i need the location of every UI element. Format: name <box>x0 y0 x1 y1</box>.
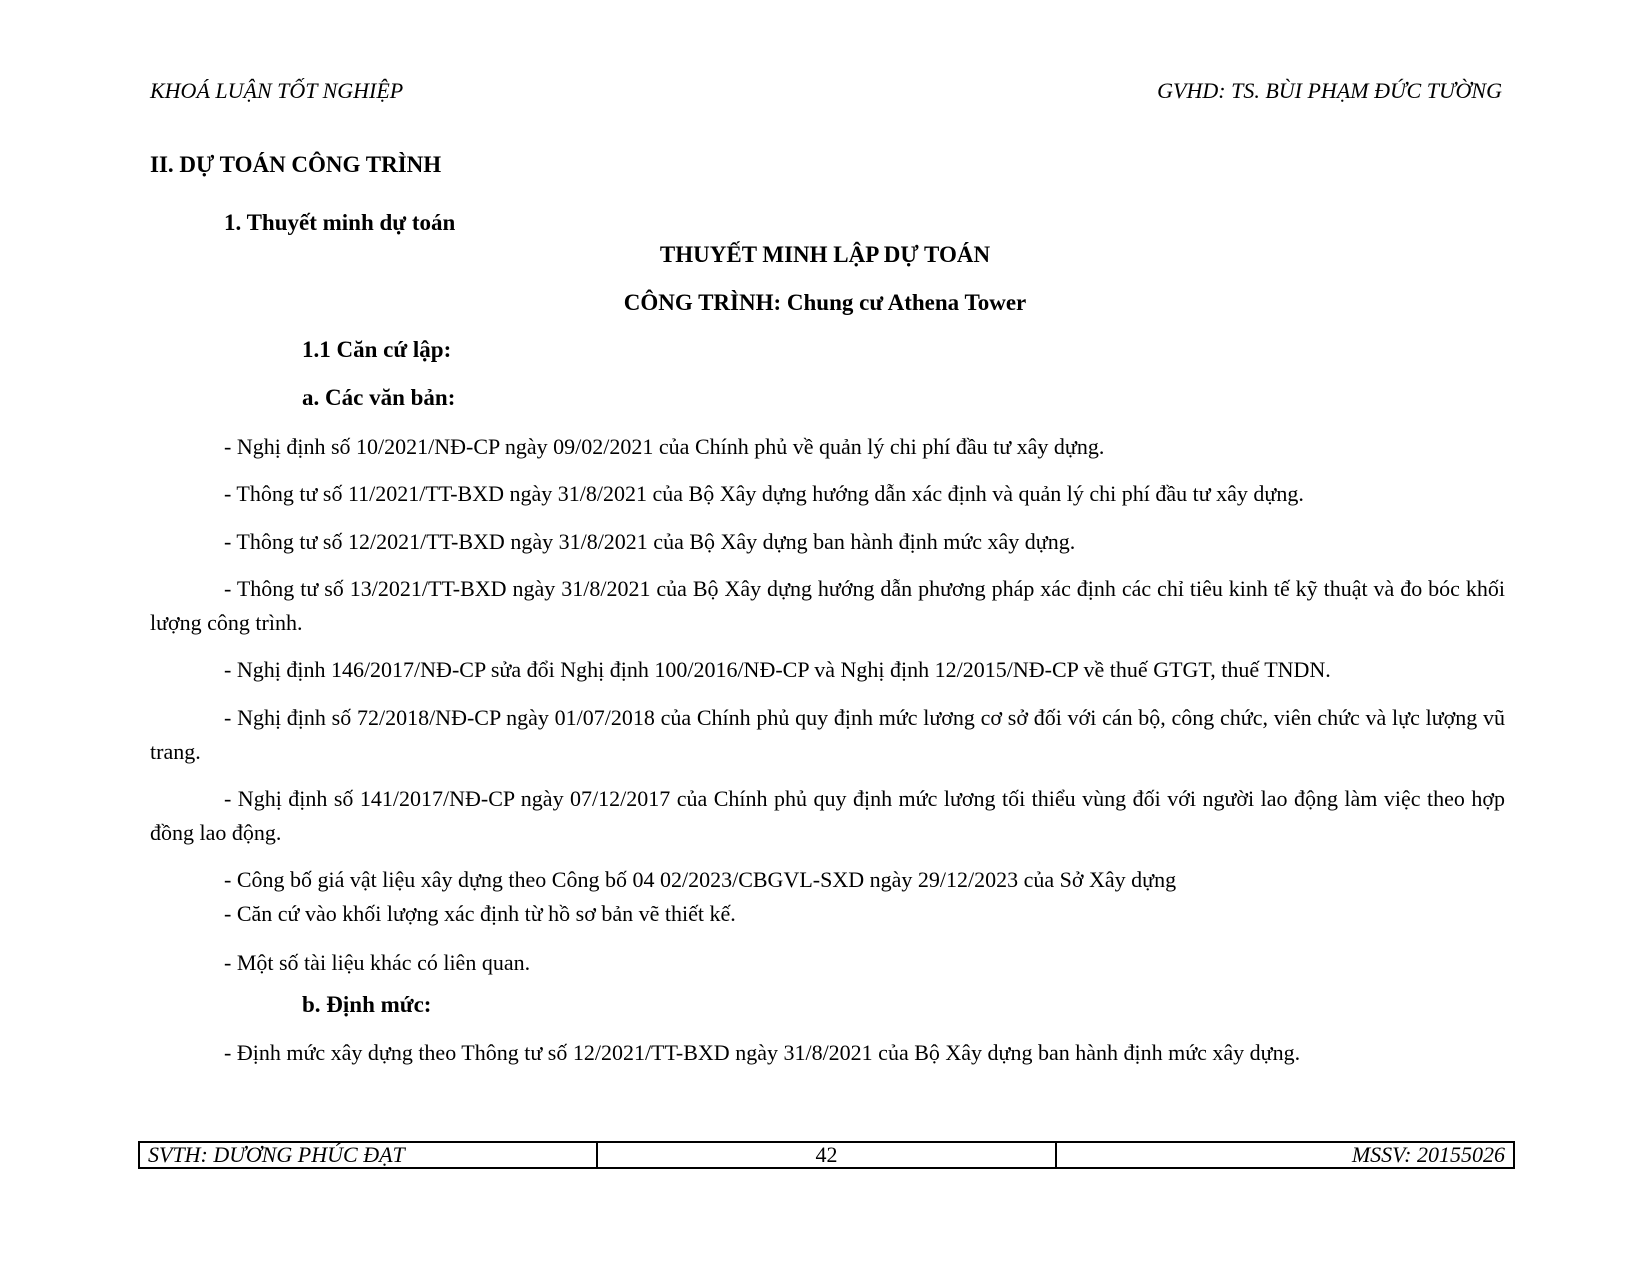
list-item: - Thông tư số 13/2021/TT-BXD ngày 31/8/2021 của Bộ Xây dựng hướng dẫn phương pháp xác định các chỉ tiêu kinh tế kỹ thuật và đo bóc khối lượng công trình. <box>150 576 1505 635</box>
header-left: KHOÁ LUẬN TỐT NGHIỆP <box>150 78 404 103</box>
list-item: - Một số tài liệu khác có liên quan. <box>224 950 531 975</box>
norms-heading: b. Định mức: <box>302 992 432 1017</box>
project-title: CÔNG TRÌNH: Chung cư Athena Tower <box>623 290 1027 315</box>
footer-student: SVTH: DƯƠNG PHÚC ĐẠT <box>148 1142 405 1167</box>
page-footer <box>138 1141 1515 1169</box>
list-item: - Nghị định số 141/2017/NĐ-CP ngày 07/12/2017 của Chính phủ quy định mức lương tối thiểu vùng đối với người lao động làm việc theo hợp đồng lao động. <box>150 786 1505 845</box>
header-right: GVHD: TS. BÙI PHẠM ĐỨC TƯỜNG <box>1157 78 1502 103</box>
norms-item: - Định mức xây dựng theo Thông tư số 12/2021/TT-BXD ngày 31/8/2021 của Bộ Xây dựng ban hành định mức xây dựng. <box>224 1040 1301 1065</box>
basis-heading: 1.1 Căn cứ lập: <box>302 337 452 362</box>
list-item: - Nghị định 146/2017/NĐ-CP sửa đổi Nghị định 100/2016/NĐ-CP và Nghị định 12/2015/NĐ-CP về thuế GTGT, thuế TNDN. <box>224 657 1331 682</box>
list-item: - Nghị định số 10/2021/NĐ-CP ngày 09/02/2021 của Chính phủ về quản lý chi phí đầu tư xây dựng. <box>224 434 1105 459</box>
section-title: II. DỰ TOÁN CÔNG TRÌNH <box>150 152 442 177</box>
page-number: 42 <box>596 1143 1054 1167</box>
list-item: - Nghị định số 72/2018/NĐ-CP ngày 01/07/2018 của Chính phủ quy định mức lương cơ sở đối với cán bộ, công chức, viên chức và lực lượng vũ trang. <box>150 705 1505 764</box>
list-item: - Thông tư số 12/2021/TT-BXD ngày 31/8/2021 của Bộ Xây dựng ban hành định mức xây dựng. <box>224 529 1076 554</box>
footer-student-id: MSSV: 20155026 <box>1055 1143 1513 1167</box>
documents-heading: a. Các văn bản: <box>302 385 456 410</box>
list-item: - Căn cứ vào khối lượng xác định từ hồ sơ bản vẽ thiết kế. <box>224 901 736 926</box>
subsection-title: 1. Thuyết minh dự toán <box>224 210 456 235</box>
list-item: - Công bố giá vật liệu xây dựng theo Công bố 04 02/2023/CBGVL-SXD ngày 29/12/2023 của Sở Xây dựng <box>224 867 1177 892</box>
document-title: THUYẾT MINH LẬP DỰ TOÁN <box>659 242 991 267</box>
list-item: - Thông tư số 11/2021/TT-BXD ngày 31/8/2021 của Bộ Xây dựng hướng dẫn xác định và quản lý chi phí đầu tư xây dựng. <box>224 481 1304 506</box>
